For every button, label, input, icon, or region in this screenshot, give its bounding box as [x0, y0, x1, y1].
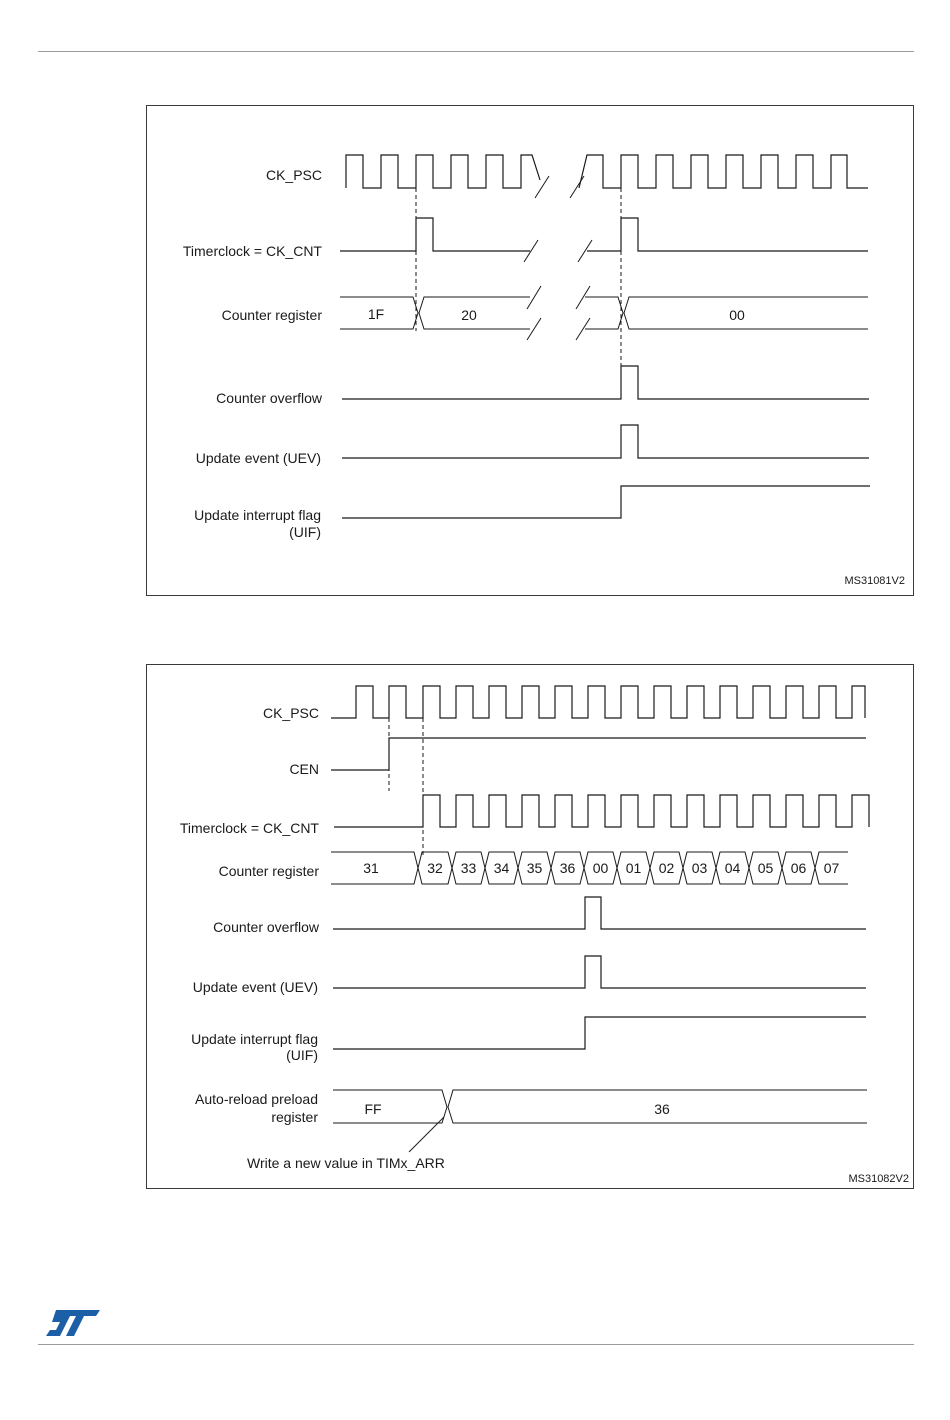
counter-value-1f: 1F	[367, 306, 385, 322]
figure-id: MS31081V2	[844, 575, 905, 587]
annotation-write-arr: Write a new value in TIMx_ARR	[247, 1155, 445, 1171]
label-timerclock: Timerclock = CK_CNT	[182, 243, 322, 259]
waveform-ck-psc-a	[346, 155, 540, 188]
waveform-timerclock	[334, 795, 869, 827]
label-arr-line2: register	[271, 1109, 318, 1125]
waveform-ck-psc-b	[579, 155, 868, 188]
timing-diagram-2-canvas	[147, 665, 915, 1190]
waveform-timerclock-b	[587, 218, 868, 251]
label-counter-register: Counter register	[218, 863, 319, 879]
counter-value: 07	[823, 860, 840, 876]
waveform-ck-psc	[331, 686, 865, 718]
label-uif-line2: (UIF)	[289, 524, 321, 540]
timing-diagram-1-canvas	[147, 106, 915, 597]
label-arr-line1: Auto-reload preload	[195, 1091, 318, 1107]
waveform-cen	[331, 738, 866, 770]
counter-value: 02	[658, 860, 675, 876]
footer-rule	[38, 1344, 914, 1345]
arr-value-36: 36	[654, 1101, 670, 1117]
waveform-update-event	[333, 956, 866, 988]
waveform-uif	[333, 1017, 866, 1049]
bus-counter-20b	[585, 297, 623, 329]
counter-value: 01	[625, 860, 642, 876]
label-timerclock: Timerclock = CK_CNT	[179, 820, 319, 836]
counter-value: 05	[757, 860, 774, 876]
waveform-update-event	[342, 425, 869, 458]
counter-value: 35	[526, 860, 543, 876]
label-ck-psc: CK_PSC	[265, 167, 322, 183]
header-rule	[38, 51, 914, 52]
arr-value-ff: FF	[364, 1101, 382, 1117]
timing-diagram-2	[146, 664, 914, 1189]
counter-value: 00	[592, 860, 609, 876]
label-ck-psc: CK_PSC	[262, 705, 319, 721]
label-uif-line1: Update interrupt flag	[191, 1031, 318, 1047]
counter-value: 34	[493, 860, 510, 876]
break-mark	[535, 176, 549, 198]
counter-value-20: 20	[461, 307, 477, 323]
label-update-event: Update event (UEV)	[192, 979, 318, 995]
waveform-counter-overflow	[342, 366, 869, 399]
figure-id: MS31082V2	[848, 1173, 909, 1185]
label-counter-overflow: Counter overflow	[213, 919, 319, 935]
counter-value: 06	[790, 860, 807, 876]
bus-counter-00	[624, 297, 868, 329]
annotation-leader-line	[409, 1117, 444, 1152]
label-counter-register: Counter register	[221, 307, 322, 323]
label-uif-line1: Update interrupt flag	[194, 507, 321, 523]
label-counter-overflow: Counter overflow	[216, 390, 322, 406]
waveform-counter-overflow	[333, 897, 866, 929]
bus-arr-ff	[333, 1090, 447, 1123]
label-cen: CEN	[289, 761, 319, 777]
break-mark	[570, 176, 584, 198]
waveform-uif	[342, 486, 870, 518]
timing-diagram-1	[146, 105, 914, 596]
counter-value: 33	[460, 860, 477, 876]
counter-value-00: 00	[729, 307, 745, 323]
counter-value: 03	[691, 860, 708, 876]
counter-value: 31	[363, 860, 379, 876]
counter-value: 04	[724, 860, 741, 876]
counter-value: 36	[559, 860, 576, 876]
label-uif-line2: (UIF)	[286, 1047, 318, 1063]
bus-counter-register	[331, 852, 848, 884]
counter-value: 32	[427, 860, 443, 876]
waveform-timerclock-a	[340, 218, 530, 251]
label-update-event: Update event (UEV)	[195, 450, 321, 466]
st-logo-icon	[44, 1306, 102, 1340]
